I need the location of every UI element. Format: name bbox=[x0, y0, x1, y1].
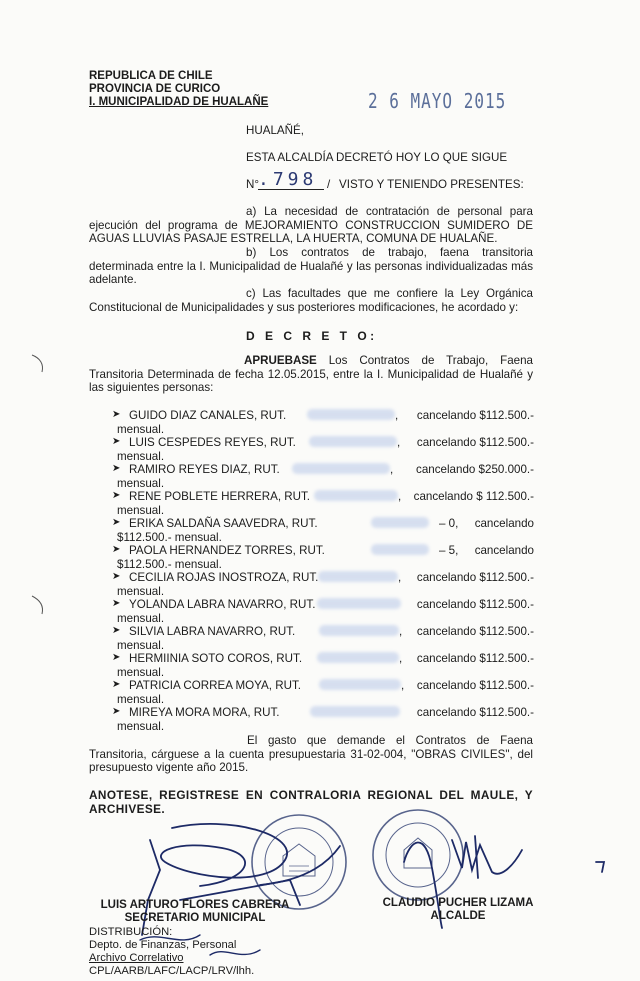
arrow-bullet-icon: ➤ bbox=[112, 598, 121, 609]
rut-redacted: , bbox=[317, 652, 402, 665]
person-period: mensual. bbox=[117, 665, 165, 679]
decree-number-sep: / bbox=[327, 178, 331, 191]
person-payment: cancelando $112.500.- bbox=[416, 706, 534, 719]
arrow-bullet-icon: ➤ bbox=[112, 409, 121, 420]
person-period: mensual. bbox=[117, 719, 165, 733]
person-name: SILVIA LABRA NAVARRO, RUT. bbox=[129, 625, 296, 638]
seal-right bbox=[373, 810, 463, 900]
person-name: PAOLA HERNANDEZ TORRES, RUT. bbox=[129, 544, 325, 557]
person-period: mensual. bbox=[117, 503, 165, 517]
person-payment: cancelando $112.500.- bbox=[416, 436, 534, 449]
arrow-bullet-icon: ➤ bbox=[112, 706, 121, 717]
decree-number: .798 bbox=[258, 169, 318, 190]
person-period: mensual. bbox=[117, 476, 165, 490]
rut-redacted: , bbox=[309, 436, 400, 449]
arrow-bullet-icon: ➤ bbox=[112, 544, 121, 555]
rut-redacted: , bbox=[319, 625, 402, 638]
person-period: mensual. bbox=[117, 449, 165, 463]
person-name: MIREYA MORA MORA, RUT. bbox=[129, 706, 280, 719]
arrow-bullet-icon: ➤ bbox=[112, 571, 121, 582]
consideration-c: c) Las facultades que me confiere la Ley Orgánica Constitucional de Municipalidades y sus posteriores modificaciones, he acordado y: bbox=[89, 287, 533, 314]
rut-redacted: , bbox=[319, 679, 404, 692]
consideration-b: b) Los contratos de trabajo, faena transitoria determinada entre la I. Municipalidad de Hualañé y las personas individualizadas más adelante. bbox=[89, 246, 533, 286]
place-line: HUALAÑÉ, bbox=[246, 124, 304, 137]
arrow-bullet-icon: ➤ bbox=[112, 679, 121, 690]
rut-redacted: – 0, bbox=[371, 517, 458, 530]
signature-right-name: CLAUDIO PUCHER LIZAMA bbox=[382, 897, 534, 909]
person-name: LUIS CESPEDES REYES, RUT. bbox=[129, 436, 296, 449]
signature-left-title: SECRETARIO MUNICIPAL bbox=[124, 912, 266, 924]
rut-redacted: , bbox=[292, 463, 393, 476]
person-payment: cancelando $250.000.- bbox=[416, 463, 534, 476]
person-payment: cancelando $112.500.- bbox=[416, 598, 534, 611]
person-name: ERIKA SALDAÑA SAAVEDRA, RUT. bbox=[129, 517, 318, 530]
person-period: $112.500.- mensual. bbox=[117, 557, 222, 571]
arrow-bullet-icon: ➤ bbox=[112, 652, 121, 663]
header-municipality: I. MUNICIPALIDAD DE HUALAÑE bbox=[89, 96, 269, 108]
person-payment: cancelando $112.500.- bbox=[416, 571, 534, 584]
received-date-stamp: 2 6 MAYO 2015 bbox=[368, 89, 507, 113]
header-province: PROVINCIA DE CURICO bbox=[89, 83, 221, 95]
person-name: RAMIRO REYES DIAZ, RUT. bbox=[129, 463, 280, 476]
person-name: PATRICIA CORREA MOYA, RUT. bbox=[129, 679, 301, 692]
person-period: $112.500.- mensual. bbox=[117, 530, 222, 544]
person-payment: cancelando bbox=[474, 544, 534, 557]
person-payment: cancelando $112.500.- bbox=[416, 652, 534, 665]
person-name: GUIDO DIAZ CANALES, RUT. bbox=[129, 409, 287, 422]
person-period: mensual. bbox=[117, 584, 165, 598]
signature-right-title: ALCALDE bbox=[430, 910, 486, 922]
person-period: mensual. bbox=[117, 422, 165, 436]
signature-left-name: LUIS ARTURO FLORES CABRERA bbox=[100, 899, 290, 911]
rut-redacted: , bbox=[314, 490, 401, 503]
seal-left bbox=[252, 815, 346, 909]
person-payment: cancelando $112.500.- bbox=[416, 679, 534, 692]
person-period: mensual. bbox=[117, 638, 165, 652]
person-payment: cancelando $112.500.- bbox=[416, 625, 534, 638]
rut-redacted: , bbox=[307, 409, 398, 422]
approve-keyword: APRUEBASE bbox=[244, 354, 317, 367]
person-name: HERMIINIA SOTO COROS, RUT. bbox=[129, 652, 303, 665]
rut-redacted: , bbox=[318, 571, 401, 584]
person-name: CECILIA ROJAS INOSTROZA, RUT. bbox=[129, 571, 319, 584]
margin-mark bbox=[32, 355, 43, 372]
arrow-bullet-icon: ➤ bbox=[112, 490, 121, 501]
arrow-bullet-icon: ➤ bbox=[112, 436, 121, 447]
person-name: RENE POBLETE HERRERA, RUT. bbox=[129, 490, 311, 503]
consideration-a: a) La necesidad de contratación de personal para ejecución del programa de MEJORAMIENTO CONSTRUCCION SUMIDERO DE AGUAS LLUVIAS PASAJE ESTRELLA, LA HUERTA, COMUNA DE HUALAÑE. bbox=[89, 205, 533, 245]
closing-paragraph: ANOTESE, REGISTRESE EN CONTRALORIA REGIONAL DEL MAULE, Y ARCHIVESE. bbox=[89, 788, 533, 816]
person-payment: cancelando $ 112.500.- bbox=[413, 490, 534, 503]
arrow-bullet-icon: ➤ bbox=[112, 463, 121, 474]
person-payment: cancelando $112.500.- bbox=[416, 409, 534, 422]
rut-redacted: – 5, bbox=[371, 544, 458, 557]
decree-number-prefix: N° bbox=[246, 178, 260, 191]
decree-intro-line: ESTA ALCALDÍA DECRETÓ HOY LO QUE SIGUE bbox=[246, 151, 508, 164]
arrow-bullet-icon: ➤ bbox=[112, 625, 121, 636]
person-period: mensual. bbox=[117, 692, 165, 706]
decreto-title: D E C R E T O: bbox=[246, 329, 378, 343]
distribution-title: DISTRIBUCIÓN: bbox=[89, 926, 173, 938]
person-name: YOLANDA LABRA NAVARRO, RUT. bbox=[129, 598, 316, 611]
margin-mark bbox=[32, 596, 43, 614]
expense-paragraph: El gasto que demande el Contratos de Faena Transitoria, cárguese a la cuenta presupuestaria 31-02-004, "OBRAS CIVILES", del presupuesto vigente año 2015. bbox=[89, 734, 533, 774]
header-country: REPUBLICA DE CHILE bbox=[89, 70, 213, 82]
person-period: mensual. bbox=[117, 611, 165, 625]
distribution-initials: CPL/AARB/LAFC/LACP/LRV/lhh. bbox=[89, 965, 255, 977]
arrow-bullet-icon: ➤ bbox=[112, 517, 121, 528]
approve-text: Los Contratos de Trabajo, Faena Transitoria Determinada de fecha 12.05.2015, entre la I. Municipalidad de Hualañé y las siguientes personas: bbox=[89, 354, 533, 394]
distribution-line: Depto. de Finanzas, Personal bbox=[89, 939, 237, 951]
person-payment: cancelando bbox=[474, 517, 534, 530]
visto-heading: VISTO Y TENIENDO PRESENTES: bbox=[339, 178, 524, 191]
distribution-line: Archivo Correlativo bbox=[89, 952, 184, 964]
